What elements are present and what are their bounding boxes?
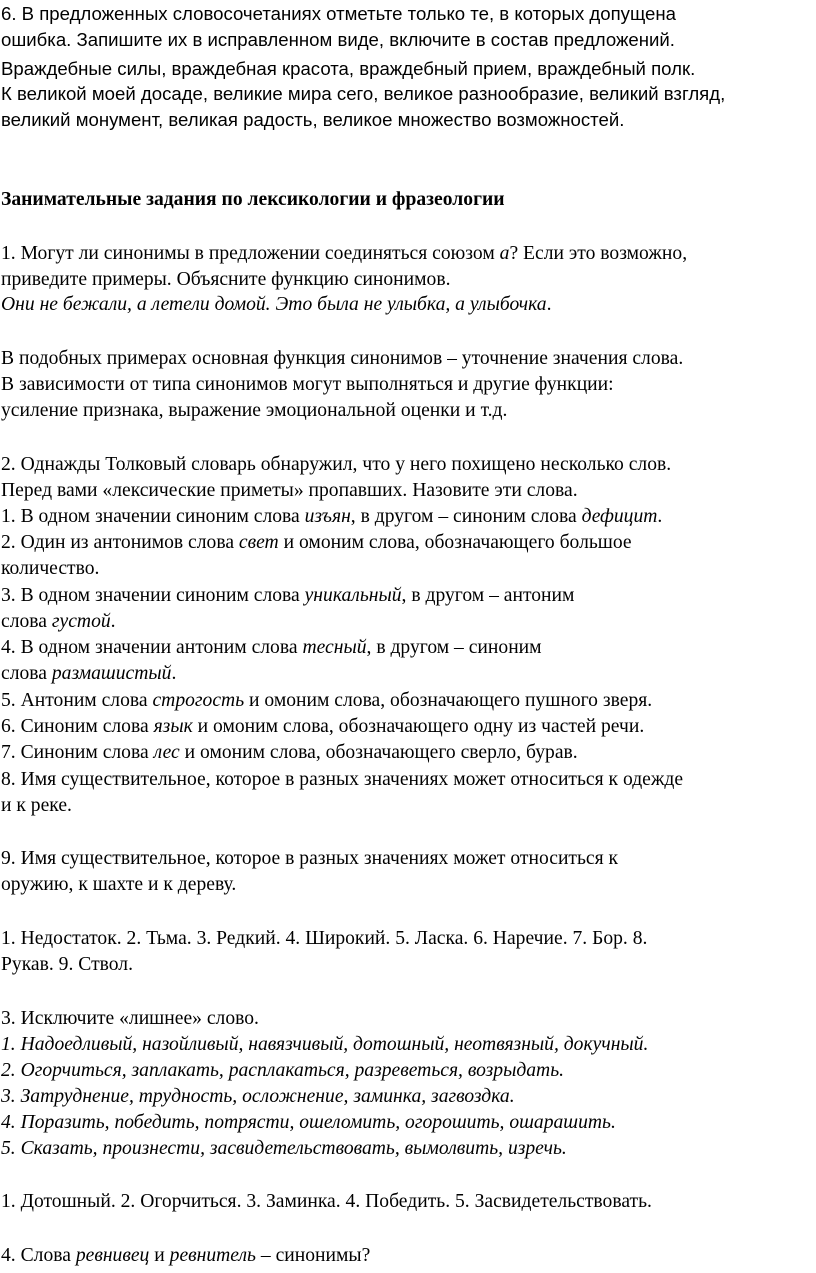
section-title: Занимательные задания по лексикологии и фразеологии (1, 189, 505, 210)
italic-word: а (499, 243, 510, 264)
text: и (149, 1245, 170, 1266)
text: . (171, 663, 177, 684)
text: ? Если это возможно, (509, 243, 688, 264)
text: , в другом – антоним (401, 585, 575, 606)
text: и омоним слова, обозначающего сверло, бурав. (179, 742, 578, 763)
q1-answer-line: В подобных примерах основная функция синонимов – уточнение значения слова. (1, 348, 684, 369)
q1-line: приведите примеры. Объясните функцию синонимов. (1, 269, 451, 290)
text: 2. Один из антонимов слова (1, 532, 239, 553)
q3-row: 3. Затруднение, трудность, осложнение, заминка, загвоздка. (1, 1086, 515, 1107)
text: . (110, 611, 116, 632)
text: . (546, 294, 552, 315)
italic-word: тесный (302, 637, 367, 658)
q2-item (1, 609, 116, 635)
q2-item (1, 714, 644, 740)
text: 1. В одном значении синоним слова (1, 506, 305, 527)
text: 3. В одном значении синоним слова (1, 585, 305, 606)
q3-row: 2. Огорчиться, заплакать, расплакаться, разреветься, возрыдать. (1, 1060, 565, 1081)
italic-word: язык (153, 716, 193, 737)
italic-word: ревнивец (75, 1245, 150, 1266)
task6-line: Враждебные силы, враждебная красота, враждебный прием, враждебный полк. (1, 58, 696, 79)
text: – синонимы? (255, 1245, 371, 1266)
italic-word: уникальный (304, 585, 402, 606)
q2-answers: Рукав. 9. Ствол. (1, 954, 133, 975)
q1-answer-line: В зависимости от типа синонимов могут выполняться и другие функции: (1, 374, 614, 395)
text: . (657, 506, 663, 527)
q4-line (1, 1243, 370, 1269)
q2-item (1, 635, 542, 661)
italic-word: строгость (152, 690, 245, 711)
text: 6. Синоним слова (1, 716, 154, 737)
task6-line: великий монумент, великая радость, великое множество возможностей. (1, 109, 625, 130)
italic-word: размашистый (51, 663, 172, 684)
text: слова (1, 611, 52, 632)
text: 1. Могут ли синонимы в предложении соединяться союзом (1, 243, 500, 264)
q3-answers: 1. Дотошный. 2. Огорчиться. 3. Заминка. 4. Победить. 5. Засвидетельствовать. (1, 1191, 652, 1212)
task6-line: 6. В предложенных словосочетаниях отметьте только те, в которых допущена (1, 3, 677, 24)
italic-word: ревнитель (169, 1245, 256, 1266)
q1-line (1, 241, 687, 267)
task6-line: ошибка. Запишите их в исправленном виде, включите в состав предложений. (1, 29, 675, 50)
q2-item: и к реке. (1, 795, 72, 816)
example-text: Они не бежали, а летели домой. Это была не улыбка, а улыбочка (1, 294, 547, 315)
italic-word: изъян (304, 506, 351, 527)
q2-item (1, 661, 176, 687)
italic-word: лес (153, 742, 180, 763)
text: , в другом – синоним (366, 637, 542, 658)
q2-item (1, 583, 574, 609)
q2-item (1, 740, 578, 766)
q2-item: количество. (1, 558, 100, 579)
q2-intro: 2. Однажды Толковый словарь обнаружил, что у него похищено несколько слов. (1, 454, 672, 475)
task6-line: К великой моей досаде, великие мира сего, великое разнообразие, великий взгляд, (1, 83, 726, 104)
text: и омоним слова, обозначающего большое (278, 532, 632, 553)
q3-row: 5. Сказать, произнести, засвидетельствовать, вымолвить, изречь. (1, 1138, 567, 1159)
q2-item (1, 504, 662, 530)
q2-item: оружию, к шахте и к дереву. (1, 874, 237, 895)
italic-word: густой (51, 611, 111, 632)
text: 5. Антоним слова (1, 690, 153, 711)
q2-answers: 1. Недостаток. 2. Тьма. 3. Редкий. 4. Широкий. 5. Ласка. 6. Наречие. 7. Бор. 8. (1, 928, 648, 949)
text: и омоним слова, обозначающего одну из частей речи. (192, 716, 645, 737)
italic-word: дефицит (581, 506, 658, 527)
q3-row: 4. Поразить, победить, потрясти, ошеломить, огорошить, ошарашить. (1, 1112, 616, 1133)
q3-row: 1. Надоедливый, назойливый, навязчивый, дотошный, неотвязный, докучный. (1, 1034, 649, 1055)
text: и омоним слова, обозначающего пушного зверя. (244, 690, 653, 711)
q2-item (1, 530, 632, 556)
text: 4. Слова (1, 1245, 76, 1266)
q3-title: 3. Исключите «лишнее» слово. (1, 1008, 259, 1029)
q1-example (1, 292, 551, 318)
text: слова (1, 663, 52, 684)
q2-intro: Перед вами «лексические приметы» пропавших. Назовите эти слова. (1, 480, 578, 501)
italic-word: свет (238, 532, 279, 553)
text: 4. В одном значении антоним слова (1, 637, 303, 658)
q2-item (1, 688, 652, 714)
text: , в другом – синоним слова (350, 506, 582, 527)
text: 7. Синоним слова (1, 742, 154, 763)
q2-item: 8. Имя существительное, которое в разных значениях может относиться к одежде (1, 769, 684, 790)
q2-item: 9. Имя существительное, которое в разных значениях может относиться к (1, 848, 619, 869)
q1-answer-line: усиление признака, выражение эмоциональной оценки и т.д. (1, 400, 508, 421)
